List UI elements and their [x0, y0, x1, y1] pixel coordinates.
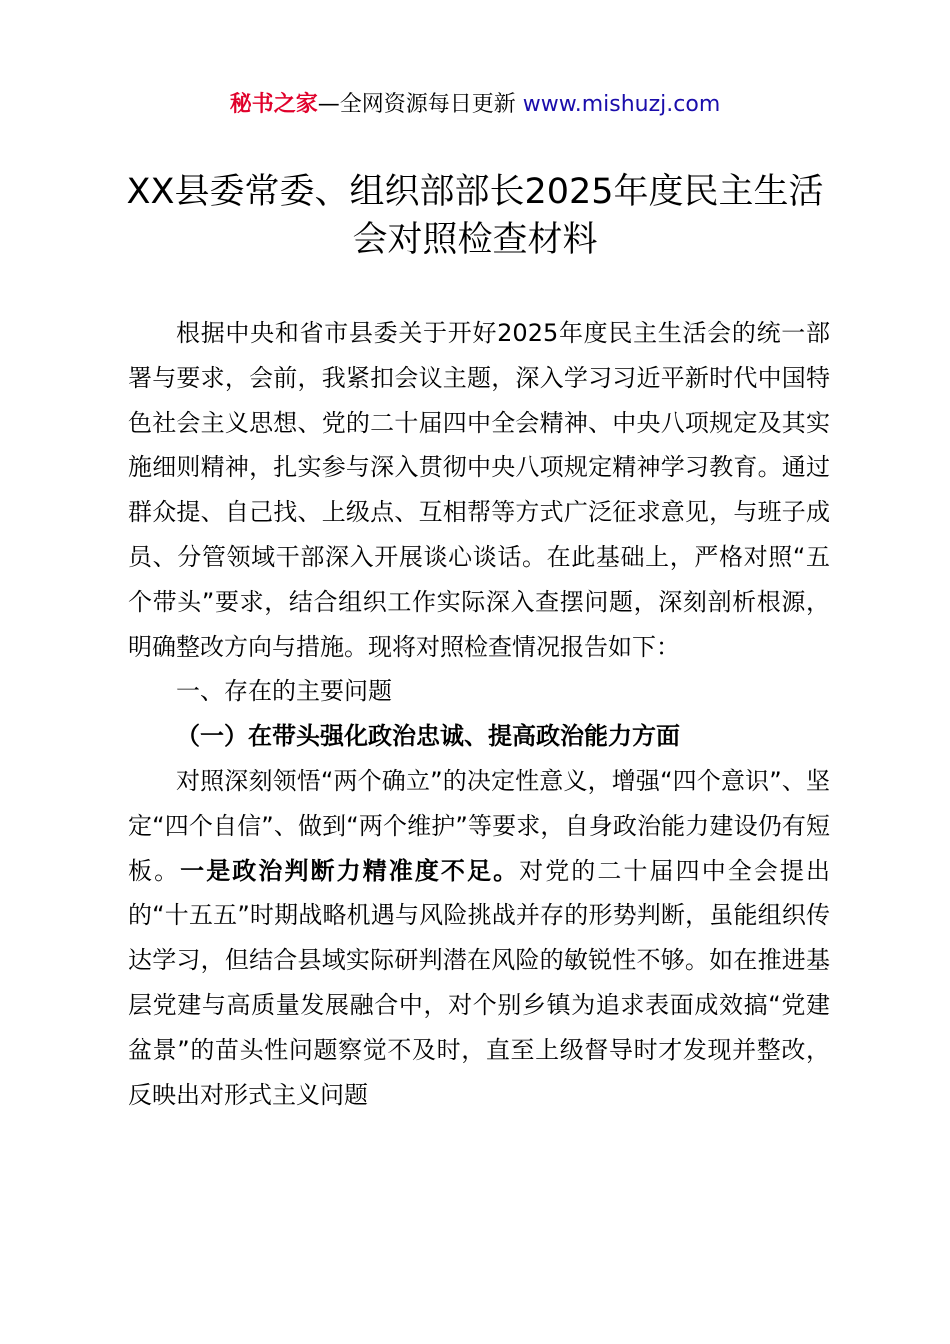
body-paragraph: [128, 759, 830, 1117]
subsection-heading: （一）在带头强化政治忠诚、提高政治能力方面: [176, 722, 680, 751]
document-title: XX县委常委、组织部部长2025年度民主生活会对照检查材料: [126, 172, 824, 260]
brand-name: 秘书之家: [229, 92, 318, 117]
paragraph-bold-point: 一是政治判断力精准度不足。: [180, 856, 520, 885]
intro-paragraph: 根据中央和省市县委关于开好2025年度民主生活会的统一部署与要求，会前，我紧扣会议主题，深入学习习近平新时代中国特色社会主义思想、党的二十届四中全会精神、中央八项规定及其实施细则精神，扎实参与深入贯彻中央八项规定精神学习教育。通过群众提、自己找、上级点、互相帮等方式广泛征求意见，与班子成员、分管领域干部深入开展谈心谈话。在此基础上，严格对照“五个带头”要求，结合组织工作实际深入查摆问题，深刻剖析根源，明确整改方向与措施。现将对照检查情况报告如下：: [128, 319, 830, 661]
site-url[interactable]: www.mishuzj.com: [522, 92, 721, 117]
section-heading: 一、存在的主要问题: [176, 677, 392, 706]
paragraph-text-start: 对照深刻领悟“两个确立”的决定性意义，增强“四个意识”、坚定“四个自信”、做到“两个维护”等要求，自身政治能力建设仍有短板。: [128, 766, 830, 885]
paragraph-text-rest: 对党的二十届四中全会提出的“十五五”时期战略机遇与风险挑战并存的形势判断，虽能组织传达学习，但结合县域实际研判潜在风险的敏锐性不够。如在推进基层党建与高质量发展融合中，对个别乡镇为追求表面成效搞“党建盆景”的苗头性问题察觉不及时，直至上级督导时才发现并整改，反映出对形式主义问题: [128, 856, 831, 1109]
document-body: [128, 311, 830, 1117]
site-header: [0, 88, 950, 122]
header-tagline: —全网资源每日更新: [317, 92, 523, 117]
